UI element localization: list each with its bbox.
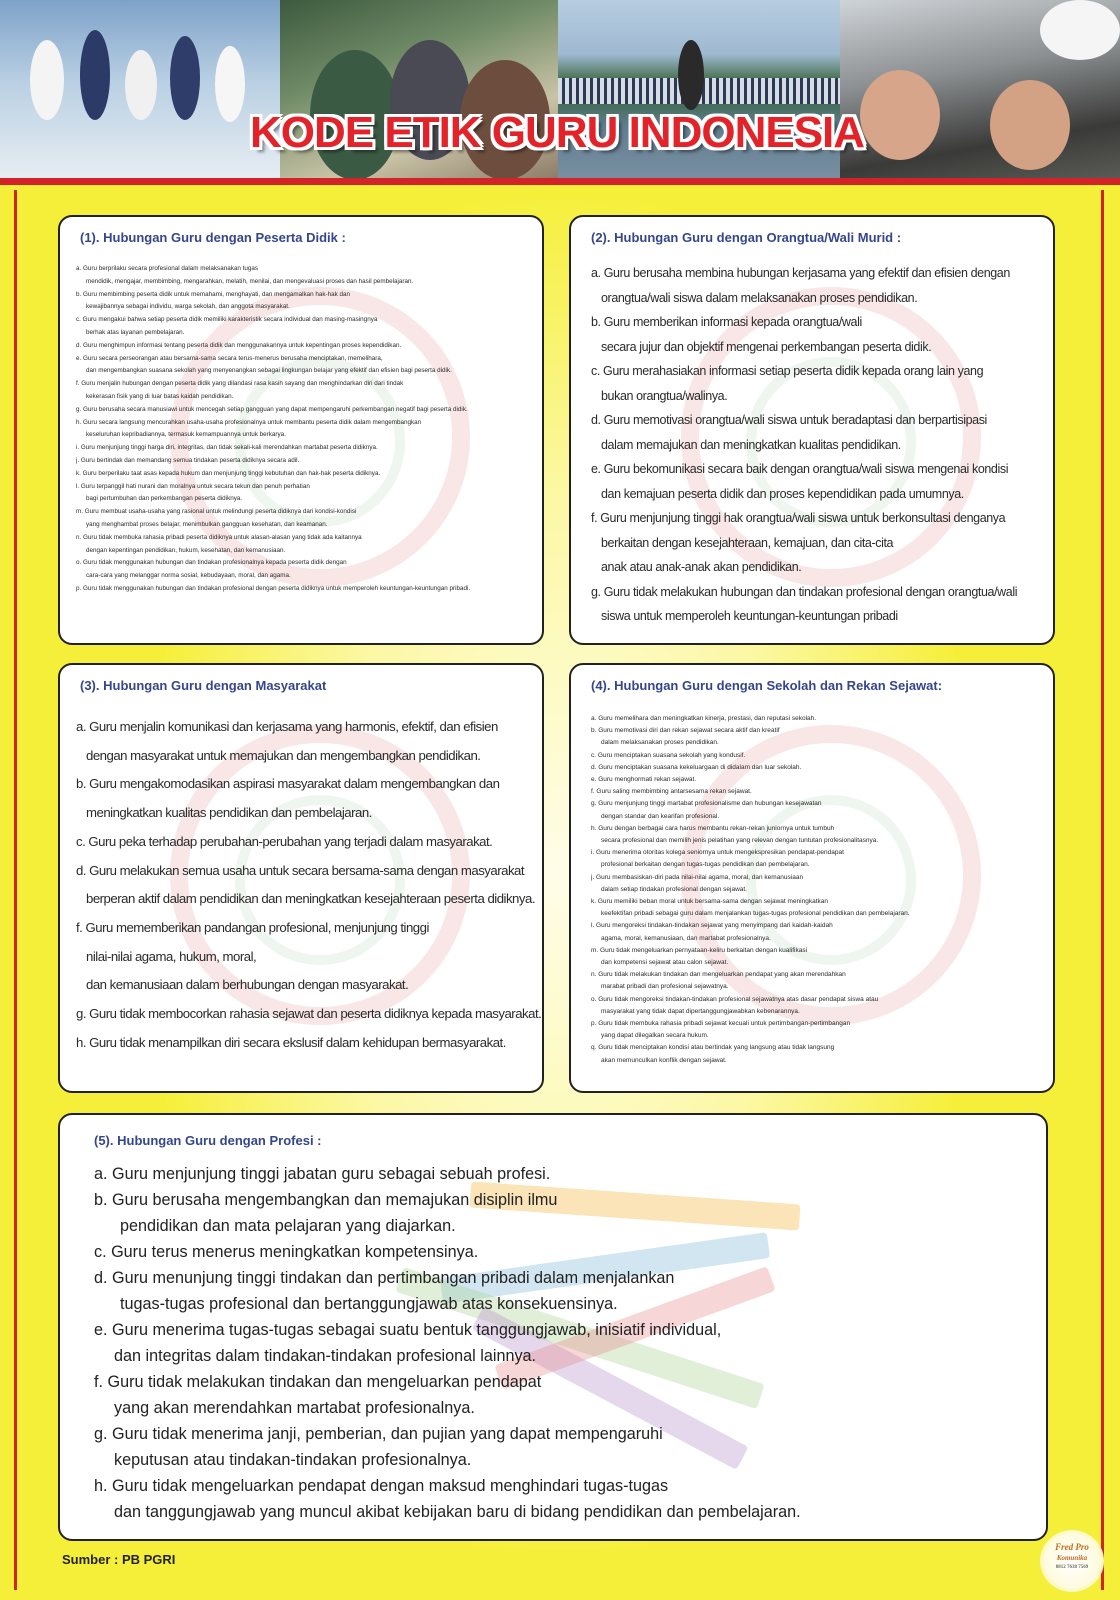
list-item: i. Guru menjunjung tinggi harga diri, integritas, dan tidak sekali-kali merendahkan martabat peserta didiknya.: [76, 444, 378, 452]
list-item: keseluruhan kepribadiannya, termasuk kemampuannya untuk berkarya.: [86, 431, 286, 439]
list-item: akan memunculkan konflik dengan sejawat.: [601, 1056, 727, 1064]
list-item: o. Guru tidak menggunakan hubungan dan tindakan profesionalnya kepada peserta didik dengan: [76, 559, 347, 567]
list-item: b. Guru mengakomodasikan aspirasi masyarakat dalam mengembangkan dan: [76, 776, 500, 792]
list-item: a. Guru menjalin komunikasi dan kerjasama yang harmonis, efektif, dan efisien: [76, 719, 498, 734]
list-item: l. Guru terpanggil hati nurani dan moralnya untuk secara tekun dan penuh perhatian: [76, 482, 310, 490]
list-item: dan kemanusiaan dalam berhubungan dengan masyarakat.: [86, 977, 409, 993]
list-item: berkaitan dengan kesejahteraan, kemajuan, dan cita-cita: [601, 535, 894, 550]
list-item: d. Guru melakukan semua usaha untuk secara bersama-sama dengan masyarakat: [76, 862, 525, 878]
section-list: [591, 261, 1051, 629]
list-item: bukan orangtua/walinya.: [601, 388, 728, 403]
list-item: c. Guru mengakui bahwa setiap peserta didik memiliki karakteristik secara individual dan masing-masingnya: [76, 316, 378, 324]
section-heading: (3). Hubungan Guru dengan Masyarakat: [80, 678, 327, 693]
list-item: secara profesional dan memilih jenis pelatihan yang relevan dengan tuntutan profesionalitasnya.: [601, 837, 879, 845]
list-item: l. Guru mengoreksi tindakan-tindakan sejawat yang menyimpang dari kaidah-kaidah: [591, 922, 833, 930]
list-item: g. Guru berusaha secara manusiawi untuk mencegah setiap gangguan yang dapat mempengaruhi perkembangan negatif bagi peserta didik.: [76, 405, 468, 413]
list-item: f. Guru saling membimbing antarsesama rekan sejawat.: [591, 788, 752, 796]
list-item: dengan standar dan kearifan profesional.: [601, 812, 720, 820]
stamp-phone: 0812 7638 7569: [1055, 1565, 1089, 1570]
list-item: e. Guru secara perseorangan atau bersama-sama secara terus-menerus berusaha menciptakan, memelihara,: [76, 354, 383, 362]
list-item: yang akan merendahkan martabat profesionalnya.: [114, 1399, 475, 1417]
list-item: secara jujur dan objektif mengenai perkembangan peserta didik.: [601, 339, 932, 354]
list-item: h. Guru secara langsung mencurahkan usaha-usaha profesionalnya untuk membantu peserta didik dalam mengembangkan: [76, 418, 422, 426]
list-item: d. Guru menghimpun informasi tentang peserta didik dan menggunakannya untuk kepentingan proses kependidikan.: [76, 341, 402, 349]
list-item: kekerasan fisik yang di luar batas kaidah pendidikan.: [86, 392, 234, 400]
list-item: q. Guru tidak menciptakan kondisi atau bertindak yang langsung atau tidak langsung: [591, 1044, 835, 1052]
list-item: h. Guru tidak menampilkan diri secara ekslusif dalam kehidupan bermasyarakat.: [76, 1034, 506, 1050]
section-heading: (1). Hubungan Guru dengan Peserta Didik :: [80, 230, 346, 245]
list-item: dalam memajukan dan meningkatkan kualitas pendidikan.: [601, 437, 901, 452]
list-item: mendidik, mengajar, membimbing, mengarahkan, melatih, menilai, dan mengevaluasi proses dan hasil pembelajaran.: [86, 277, 414, 285]
section-heading: (2). Hubungan Guru dengan Orangtua/Wali Murid :: [591, 230, 902, 245]
list-item: c. Guru menciptakan suasana sekolah yang kondusif.: [591, 751, 746, 759]
list-item: f. Guru tidak melakukan tindakan dan mengeluarkan pendapat: [94, 1373, 542, 1391]
list-item: dan integritas dalam tindakan-tindakan profesional lainnya.: [114, 1347, 537, 1365]
list-item: g. Guru tidak menerima janji, pemberian, dan pujian yang dapat mempengaruhi: [94, 1425, 663, 1443]
section-list: [94, 1161, 1034, 1525]
list-item: a. Guru berprilaku secara profesional dalam melaksanakan tugas: [76, 265, 259, 272]
list-item: keputusan atau tindakan-tindakan profesionalnya.: [114, 1451, 472, 1469]
list-item: b. Guru membimbing peserta didik untuk memahami, menghayati, dan mengamalkan hak-hak dan: [76, 290, 351, 298]
list-item: c. Guru terus menerus meningkatkan kompetensinya.: [94, 1243, 479, 1261]
section-list: [76, 263, 536, 596]
list-item: p. Guru tidak menggunakan hubungan dan tindakan profesional dengan peserta didiknya untuk memperoleh keuntungan-keuntungan pribadi.: [76, 584, 471, 592]
list-item: dan mengembangkan suasana sekolah yang menyenangkan sebagai lingkungan belajar yang efektif dan efisien bagi peserta didik.: [86, 367, 452, 375]
list-item: k. Guru berperilaku taat asas kepada hukum dan menjunjung tinggi kebutuhan dan hak-hak peserta didiknya.: [76, 469, 381, 477]
list-item: marabat pribadi dan profesional sejawatnya.: [601, 983, 729, 991]
list-item: meningkatkan kualitas pendidikan dan pembelajaran.: [86, 805, 372, 821]
list-item: f. Guru menjalin hubungan dengan peserta didik yang dilandasi rasa kasih sayang dan menghindarkan diri dari tindak: [76, 380, 404, 388]
list-item: keefektifan pribadi sebagai guru dalam menjalankan tugas-tugas profesional pendidikan dan pembelajaran.: [601, 910, 910, 918]
header-banner: [0, 0, 1120, 180]
section-sekolah-rekan-sejawat: [569, 663, 1055, 1093]
list-item: f. Guru menjunjung tinggi hak orangtua/wali siswa untuk berkonsultasi denganya: [591, 511, 1006, 525]
list-item: o. Guru tidak mengoreksi tindakan-tindakan profesional sejawatnya atas dasar pendapat siswa atau: [591, 995, 879, 1003]
list-item: m. Guru membuat usaha-usaha yang rasional untuk melindungi peserta didiknya dari kondisi-kondisi: [76, 508, 357, 516]
photo-jumping-students: [0, 0, 280, 180]
list-item: tugas-tugas profesional dan bertanggungjawab atas konsekuensinya.: [120, 1295, 618, 1313]
section-list: [591, 713, 1051, 1067]
list-item: kewajibannya sebagai individu, warga sekolah, dan anggota masyarakat.: [86, 303, 290, 311]
list-item: dan kompetensi sejawat atau calon sejawat.: [601, 959, 729, 967]
list-item: berperan aktif dalam pendidikan dan meningkatkan kesejahteraan peserta didiknya.: [86, 891, 535, 907]
section-list: [76, 713, 542, 1057]
list-item: g. Guru tidak membocorkan rahasia sejawat dan peserta didiknya kepada masyarakat.: [76, 1006, 542, 1022]
list-item: d. Guru memotivasi orangtua/wali siswa untuk beradaptasi dan berpartisipasi: [591, 413, 987, 427]
list-item: h. Guru dengan berbagai cara harus membantu rekan-rekan juniornya untuk tumbuh: [591, 824, 835, 832]
stamp-brand: Komunika: [1056, 1554, 1088, 1562]
list-item: anak atau anak-anak akan pendidikan.: [601, 560, 802, 574]
list-item: nilai-nilai agama, hukum, moral,: [86, 948, 257, 964]
list-item: m. Guru tidak mengeluarkan pernyataan-keliru berkaitan dengan kualifikasi: [591, 946, 808, 954]
section-peserta-didik: [58, 215, 544, 645]
list-item: b. Guru memberikan informasi kepada orangtua/wali: [591, 315, 862, 329]
list-item: cara-cara yang melanggar norma sosial, kebudayaan, moral, dan agama.: [86, 572, 291, 580]
list-item: k. Guru memiliki beban moral untuk bersama-sama dengan sejawat meningkatkan: [591, 898, 829, 906]
list-item: h. Guru tidak mengeluarkan pendapat dengan maksud menghindari tugas-tugas: [94, 1477, 669, 1495]
list-item: j. Guru bertindak dan memandang semua tindakan peserta didiknya secara adil.: [76, 456, 300, 464]
list-item: n. Guru tidak membuka rahasia pribadi peserta didiknya untuk alasan-alasan yang tidak ada kaitannya: [76, 533, 362, 541]
list-item: j. Guru membasiskan-diri pada nilai-nilai agama, moral, dan kemanusiaan: [591, 873, 804, 881]
publisher-stamp: [1040, 1530, 1104, 1592]
list-item: dengan masyarakat untuk memajukan dan mengembangkan pendidikan.: [86, 747, 481, 763]
header-divider: [0, 178, 1120, 185]
list-item: f. Guru mememberikan pandangan profesional, menjunjung tinggi: [76, 919, 429, 935]
list-item: a. Guru menjunjung tinggi jabatan guru sebagai sebuah profesi.: [94, 1165, 551, 1183]
list-item: p. Guru tidak membuka rahasia pribadi sejawat kecuali untuk pertimbangan-pertimbangan: [591, 1020, 851, 1028]
list-item: dan kemajuan peserta didik dan proses kependidikan pada umumnya.: [601, 486, 964, 501]
list-item: g. Guru menjunjung tinggi martabat profesionalisme dan hubungan kesejawatan: [591, 800, 822, 808]
stamp-name: Fred Pro: [1055, 1542, 1089, 1552]
list-item: siswa untuk memperoleh keuntungan-keuntungan pribadi: [601, 609, 898, 623]
list-item: d. Guru menunjung tinggi tindakan dan pertimbangan pribadi dalam menjalankan: [94, 1269, 675, 1287]
list-item: c. Guru merahasiakan informasi setiap peserta didik kepada orang lain yang: [591, 364, 984, 378]
section-masyarakat: [58, 663, 544, 1093]
list-item: dalam melaksanakan proses pendidikan.: [601, 739, 719, 747]
list-item: i. Guru menerima otoritas kolega seniornya untuk mengekspresikan pendapat-pendapat: [591, 849, 844, 857]
list-item: e. Guru bekomunikasi secara baik dengan orangtua/wali siswa mengenai kondisi: [591, 462, 1009, 476]
list-item: a. Guru berusaha membina hubungan kerjasama yang efektif dan efisien dengan: [591, 266, 1010, 280]
list-item: berhak atas layanan pembelajaran.: [86, 328, 185, 336]
list-item: dan tanggungjawab yang muncul akibat kebijakan baru di bidang pendidikan dan pembelajaran.: [114, 1503, 801, 1521]
list-item: agama, moral, kemanusiaan, dan martabat profesionalnya.: [601, 934, 771, 942]
section-heading: (4). Hubungan Guru dengan Sekolah dan Rekan Sejawat:: [591, 678, 943, 693]
section-heading: (5). Hubungan Guru dengan Profesi :: [94, 1133, 322, 1148]
list-item: n. Guru tidak melakukan tindakan dan mengeluarkan pendapat yang akan merendahkan: [591, 971, 846, 979]
section-orangtua-wali: [569, 215, 1055, 645]
list-item: g. Guru tidak melakukan hubungan dan tindakan profesional dengan orangtua/wali: [591, 584, 1018, 599]
source-credit: Sumber : PB PGRI: [62, 1552, 176, 1567]
list-item: yang menghambat proses belajar, menimbulkan gangguan kesehatan, dan keamanan.: [86, 520, 328, 528]
section-profesi: [58, 1113, 1048, 1541]
list-item: e. Guru menghormati rekan sejawat.: [591, 776, 697, 784]
photo-students-classroom: [840, 0, 1120, 180]
list-item: e. Guru menerima tugas-tugas sebagai suatu bentuk tanggungjawab, inisiatif individual,: [94, 1321, 722, 1339]
list-item: c. Guru peka terhadap perubahan-perubahan yang terjadi dalam masyarakat.: [76, 833, 493, 849]
list-item: b. Guru memotivasi diri dan rekan sejawat secara aktif dan kreatif: [591, 727, 780, 735]
list-item: d. Guru menciptakan suasana kekeluargaan di didalam dan luar sekolah.: [591, 763, 802, 771]
list-item: pendidikan dan mata pelajaran yang diajarkan.: [120, 1217, 456, 1235]
list-item: a. Guru memelihara dan meningkatkan kinerja, prestasi, dan reputasi sekolah.: [591, 715, 817, 722]
list-item: profesional berkaitan dengan tugas-tugas pendidikan dan pembelajaran.: [601, 861, 810, 869]
list-item: dengan kepentingan pendidikan, hukum, kesehatan, dan kemanusiaan.: [86, 546, 286, 554]
list-item: yang dapat dilegalkan secara hukum.: [601, 1032, 709, 1040]
list-item: masyarakat yang tidak dapat dipertanggungjawabkan kebenarannya.: [601, 1007, 800, 1015]
list-item: orangtua/wali siswa dalam melaksanakan proses pendidikan.: [601, 290, 918, 305]
poster-title: KODE ETIK GURU INDONESIA: [250, 108, 865, 157]
list-item: b. Guru berusaha mengembangkan dan memajukan disiplin ilmu: [94, 1191, 558, 1209]
list-item: bagi pertumbuhan dan perkembangan peserta didiknya.: [86, 495, 243, 503]
list-item: dalam setiap tindakan profesional dengan sejawat.: [601, 885, 747, 893]
